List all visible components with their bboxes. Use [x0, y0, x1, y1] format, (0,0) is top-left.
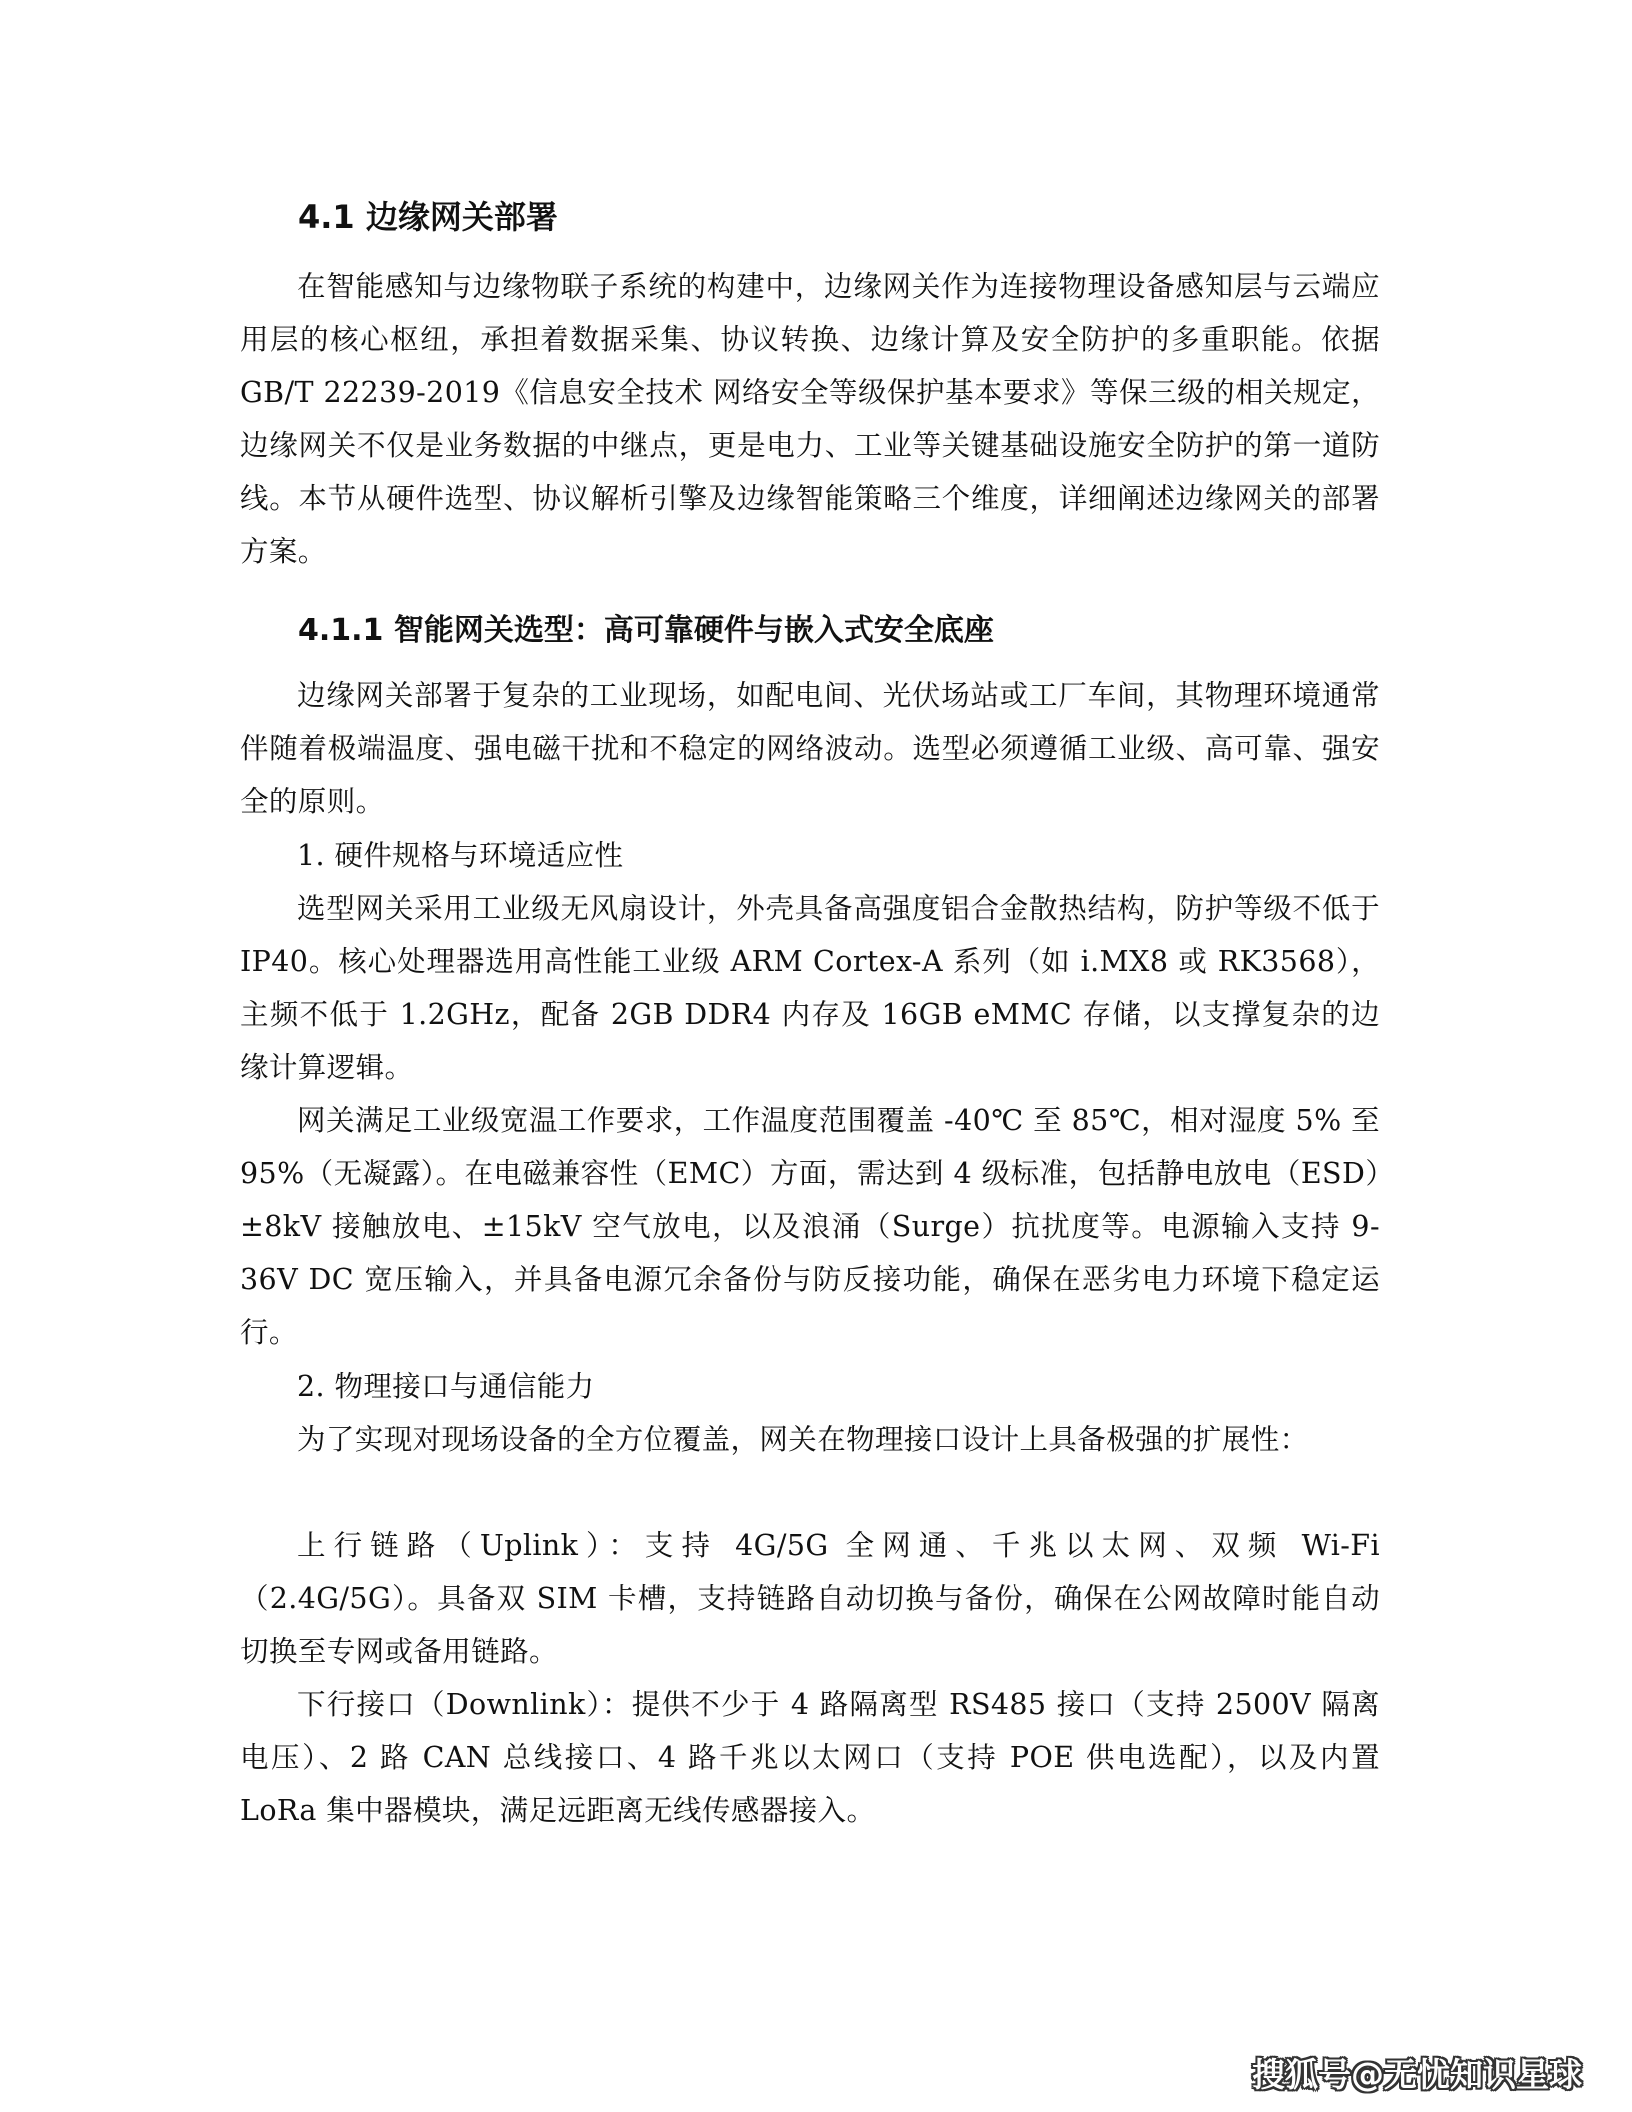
interfaces-intro-paragraph: 为了实现对现场设备的全方位覆盖，网关在物理接口设计上具备极强的扩展性：: [297, 1423, 1309, 1456]
subsection-heading: 4.1.1 智能网关选型：高可靠硬件与嵌入式安全底座: [298, 613, 994, 648]
list-item-title-hardware: 1. 硬件规格与环境适应性: [297, 839, 624, 872]
watermark: 搜狐号@无忧知识星球: [1252, 2055, 1582, 2094]
hardware-spec-paragraph: 选型网关采用工业级无风扇设计，外壳具备高强度铝合金散热结构，防护等级不低于 IP40。核心处理器选用高性能工业级 ARM Cortex-A 系列（如 i.MX8 或 RK3568），主频不低于 1.2GHz，配备 2GB DDR4 内存及 16GB eMMC 存储，以支撑复杂的边缘计算逻辑。: [240, 892, 1380, 1084]
section-heading: 4.1 边缘网关部署: [298, 198, 558, 236]
downlink-paragraph: 下行接口（Downlink）：提供不少于 4 路隔离型 RS485 接口（支持 2500V 隔离电压）、2 路 CAN 总线接口、4 路千兆以太网口（支持 POE 供电选配），以及内置 LoRa 集中器模块，满足远距离无线传感器接入。: [240, 1688, 1380, 1827]
uplink-paragraph: 上行链路（Uplink）：支持 4G/5G 全网通、千兆以太网、双频 Wi-Fi（2.4G/5G）。具备双 SIM 卡槽，支持链路自动切换与备份，确保在公网故障时能自动切换至专网或备用链路。: [240, 1529, 1380, 1668]
list-item-title-interfaces: 2. 物理接口与通信能力: [297, 1370, 595, 1403]
environment-paragraph: 网关满足工业级宽温工作要求，工作温度范围覆盖 -40℃ 至 85℃，相对湿度 5% 至 95%（无凝露）。在电磁兼容性（EMC）方面，需达到 4 级标准，包括静电放电（ESD）±8kV 接触放电、±15kV 空气放电，以及浪涌（Surge）抗扰度等。电源输入支持 9-36V DC 宽压输入，并具备电源冗余备份与防反接功能，确保在恶劣电力环境下稳定运行。: [240, 1104, 1380, 1349]
subsection-intro-paragraph: 边缘网关部署于复杂的工业现场，如配电间、光伏场站或工厂车间，其物理环境通常伴随着极端温度、强电磁干扰和不稳定的网络波动。选型必须遵循工业级、高可靠、强安全的原则。: [240, 679, 1380, 818]
section-intro-paragraph: 在智能感知与边缘物联子系统的构建中，边缘网关作为连接物理设备感知层与云端应用层的核心枢纽，承担着数据采集、协议转换、边缘计算及安全防护的多重职能。依据 GB/T 22239-2019《信息安全技术 网络安全等级保护基本要求》等保三级的相关规定，边缘网关不仅是业务数据的中继点，更是电力、工业等关键基础设施安全防护的第一道防线。本节从硬件选型、协议解析引擎及边缘智能策略三个维度，详细阐述边缘网关的部署方案。: [240, 270, 1380, 568]
